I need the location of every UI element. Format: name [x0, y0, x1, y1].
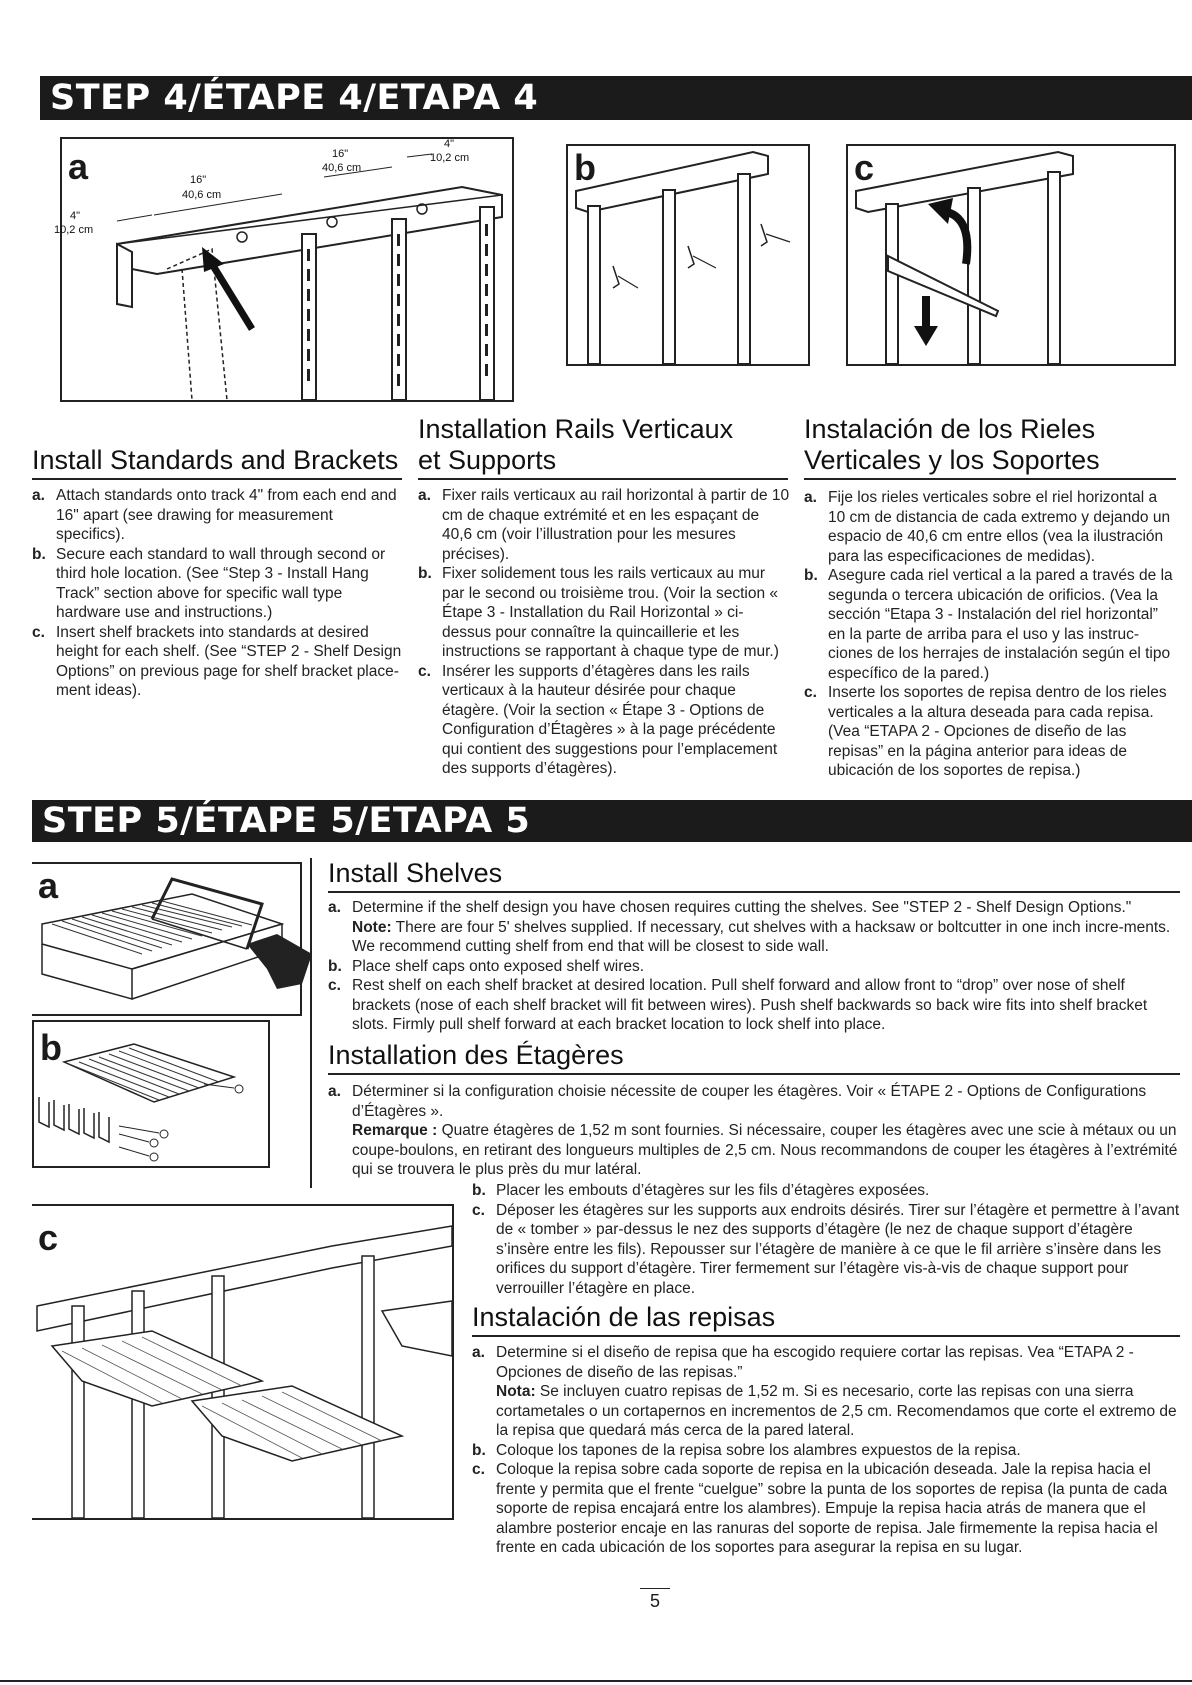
dim-40cm-right: 40,6 cm: [322, 162, 362, 174]
step4-title: STEP 4/ÉTAPE 4/ETAPA 4: [50, 78, 539, 118]
step4-list-en: [32, 486, 404, 701]
step5-divider: [310, 858, 312, 1188]
page-number-text: 5: [649, 1591, 660, 1611]
figure-letter: b: [574, 147, 596, 188]
item-label: b.: [418, 565, 432, 582]
step5-title: STEP 5/ÉTAPE 5/ETAPA 5: [42, 801, 531, 841]
heading-text: Install Standards and Brackets: [32, 445, 399, 475]
step5-title-bar: [32, 800, 1192, 842]
note-label: Note:: [352, 918, 392, 936]
item-text: Déterminer si la configuration choisie nécessite de couper les étagères. Voir « ÉTAPE 2 - Options de Configurations d’Étagères ».: [352, 1083, 1147, 1120]
shelf-caps-illustration: [34, 1022, 268, 1166]
bottom-rule: [0, 1680, 1192, 1682]
figure-letter: c: [854, 147, 875, 188]
item-label: a.: [328, 899, 341, 916]
dim-16in-left: 16": [190, 174, 207, 186]
item-text: Insérer les supports d’étagères dans les rails verticaux à la hauteur désirée pour chaque étagère. (Voir la section « Étape 3 - Options de Configuration d’Étagères » à la page précédente qui contient des suggestions pour l’emplacement des supports d’étagères).: [442, 662, 778, 777]
step5-list-en: [328, 898, 1180, 1035]
dim-10cm-left: 10,2 cm: [54, 224, 94, 236]
item-text: Place shelf caps onto exposed shelf wires.: [352, 957, 645, 975]
list-item: [328, 898, 1180, 957]
step4-heading-en: [32, 445, 402, 480]
heading-line2: et Supports: [418, 445, 557, 475]
heading-line2: Verticales y los Soportes: [804, 445, 1100, 475]
item-text: Attach standards onto track 4" from each end and 16" apart (see drawing for measurement specifics).: [56, 487, 397, 543]
list-item: [32, 486, 404, 545]
list-item: [472, 1460, 1180, 1558]
item-label: b.: [32, 545, 46, 563]
list-item: [472, 1441, 1180, 1461]
step5-list-fr-a: [328, 1082, 1180, 1180]
list-item: [418, 486, 790, 564]
item-text: Rest shelf on each shelf bracket at desired location. Pull shelf forward and allow front to “drop” over nose of shelf brackets (nose of each shelf bracket will fit between wires). Push shelf backwards so back wire fits into shelf bracket slots. Firmly pull shelf forward at each bracket location to lock shelf into place.: [352, 977, 1148, 1033]
dim-4in-right: 4": [444, 138, 455, 150]
item-label: c.: [418, 662, 431, 680]
item-text: Déposer les étagères sur les supports aux endroits désirés. Tirer sur l’étagère et permettre à l’avant de « tomber » par-dessus le nez des supports d’étagère (le nez de chaque support d’étagère s’insère entre les fils). Repousser sur l’étagère de manière à ce que le fil arrière s’insère dans les orifices du support d’étagère. Tirer fermement sur l’étagère vis-à-vis de chaque support pour verrouiller l’étagère en place.: [496, 1201, 1180, 1297]
step5-figure-a: [32, 862, 302, 1016]
dim-4in-left: 4": [70, 210, 81, 222]
item-label: a.: [472, 1344, 485, 1361]
step4-figure-a: [54, 137, 514, 402]
item-text: Coloque los tapones de la repisa sobre los alambres expuestos de la repisa.: [496, 1441, 1021, 1459]
item-text: Fije los rieles verticales sobre el riel horizontal a 10 cm de distancia de cada extremo y dejando un espacio de 40,6 cm entre ellos (vea la ilustración para las especificaciones de medidas).: [828, 489, 1171, 565]
item-label: c.: [472, 1201, 485, 1219]
list-item: [472, 1343, 1180, 1441]
bracket-insert-illustration: [848, 146, 1174, 364]
item-text: Inserte los soportes de repisa dentro de los rieles verticales a la altura deseada para cada repisa. (Vea “ETAPA 2 - Opciones de diseño de las repisas” en la página anterior para ideas de ubicación de los soportes de repisa.): [828, 684, 1167, 779]
item-label: b.: [804, 567, 818, 584]
item-label: c.: [32, 623, 45, 641]
item-label: c.: [472, 1461, 485, 1478]
item-text: Fixer rails verticaux au rail horizontal à partir de 10 cm de chaque extrémité et en les espaçant de 40,6 cm (voir l’illustration pour les mesures précises).: [442, 487, 790, 563]
item-label: c.: [804, 684, 817, 701]
heading-text: Install Shelves: [328, 858, 503, 888]
note-text: Quatre étagères de 1,52 m sont fournies. Si nécessaire, couper les étagères avec une scie à métaux ou un coupe-boulons, en retirant des longueurs multiples de 2,5 cm. Nous recommandons de couper les étagères à l’extrémité qui se trouvera le plus près du mur latéral.: [352, 1122, 1178, 1178]
item-label: b.: [328, 957, 342, 975]
step4-figure-b: [566, 144, 810, 366]
dim-10cm-right: 10,2 cm: [430, 152, 470, 164]
step5-heading-en: [328, 858, 1180, 893]
step5-heading-fr: [328, 1040, 1180, 1075]
dim-40cm-left: 40,6 cm: [182, 189, 222, 201]
item-label: c.: [328, 977, 341, 994]
item-label: a.: [418, 487, 431, 504]
heading-text: Instalación de las repisas: [472, 1302, 776, 1332]
list-item: [418, 564, 790, 662]
item-label: b.: [472, 1441, 486, 1459]
standards-track-illustration: [54, 138, 512, 400]
note-label: Remarque :: [352, 1122, 438, 1139]
step4-list-es: [804, 488, 1176, 781]
installed-shelves-illustration: [32, 1206, 452, 1518]
list-item: [804, 488, 1176, 566]
step4-heading-fr: [418, 414, 788, 480]
list-item: [472, 1201, 1180, 1299]
list-item: [328, 957, 1180, 977]
heading-line1: Installation Rails Verticaux: [418, 414, 734, 444]
step4-figure-c: [846, 144, 1176, 366]
note-text: Se incluyen cuatro repisas de 1,52 m. Si es necesario, corte las repisas con una sierra cortametales o un cortapernos en incrementos de 2,5 cm. Recomendamos que corte el extremo de la repisa que quedará más cerca de la pared lateral.: [496, 1383, 1177, 1439]
step5-list-fr-bc: [472, 1181, 1180, 1298]
heading-text: Installation des Étagères: [328, 1040, 624, 1070]
item-label: a.: [32, 487, 45, 504]
item-label: a.: [328, 1083, 341, 1100]
list-item: [418, 662, 790, 779]
item-text: Fixer solidement tous les rails verticaux au mur par le second ou troisième trou. (Voir la section « Étape 3 - Installation du Rail Horizontal » ci-dessus pour connaître la quincaillerie et les instructions se rapportant à chaque type de mur.): [442, 565, 779, 660]
page-number: [640, 1588, 670, 1612]
step5-figure-b: [32, 1020, 270, 1168]
step5-list-es: [472, 1343, 1180, 1558]
list-item: [328, 976, 1180, 1035]
item-text: Coloque la repisa sobre cada soporte de repisa en la ubicación deseada. Jale la repisa hacia el frente y permita que el frente “cuelgue” sobre la punta de los soportes de repisa (la punta de cada soporte de repisa encajará entre los alambres). Empuje la repisa hacia atrás de manera que el alambre posterior encaje en las ranuras del soporte de repisa. Jale firmemente la repisa hacia el frente en cada ubicación de los soportes para asegurar la repisa en su lugar.: [496, 1461, 1168, 1556]
item-text: Asegure cada riel vertical a la pared a través de la segunda o tercera ubicación de orificios. (Vea la sección “Etapa 3 - Instalación del riel horizontal” en la parte de arriba para el uso y las instruc-ciones de los herrajes de instalación según el tipo específico de la pared.): [828, 567, 1173, 682]
item-text: Placer les embouts d’étagères sur les fils d’étagères exposées.: [496, 1182, 930, 1199]
heading-line1: Instalación de los Rieles: [804, 414, 1096, 444]
list-item: [328, 1082, 1180, 1180]
item-text: Insert shelf brackets into standards at desired height for each shelf. (See “STEP 2 - Shelf Design Options” on previous page for shelf bracket place-ment ideas).: [56, 623, 402, 699]
item-text: Determine si el diseño de repisa que ha escogido requiere cortar las repisas. Vea “ETAPA 2 - Opciones de diseño de las repisas.”: [496, 1344, 1134, 1381]
figure-letter: a: [38, 865, 59, 906]
step4-title-bar: [40, 76, 1192, 120]
hacksaw-illustration: [32, 864, 300, 1014]
item-text: Determine if the shelf design you have chosen requires cutting the shelves. See "STEP 2 - Shelf Design Options.": [352, 899, 1132, 916]
step5-heading-es: [472, 1302, 1180, 1337]
figure-letter: b: [40, 1027, 62, 1068]
figure-letter: a: [68, 146, 89, 187]
step4-list-fr: [418, 486, 790, 779]
note-text: There are four 5' shelves supplied. If necessary, cut shelves with a hacksaw or boltcutter in one inch incre-ments. We recommend cutting shelf from end that will be closest to side wall.: [352, 918, 1171, 955]
item-label: b.: [472, 1182, 486, 1199]
list-item: [32, 623, 404, 701]
note-label: Nota:: [496, 1383, 536, 1400]
item-label: a.: [804, 489, 817, 506]
list-item: [32, 545, 404, 623]
list-item: [804, 683, 1176, 781]
step4-heading-es: [804, 414, 1176, 480]
list-item: [472, 1181, 1180, 1201]
dim-16in-right: 16": [332, 148, 349, 160]
wall-mount-illustration: [568, 146, 808, 364]
step5-figure-c: [32, 1204, 454, 1520]
list-item: [804, 566, 1176, 683]
item-text: Secure each standard to wall through second or third hole location. (See “Step 3 - Install Hang Track” section above for specific wall type hardware use and instructions.): [56, 545, 386, 621]
figure-letter: c: [38, 1217, 59, 1258]
